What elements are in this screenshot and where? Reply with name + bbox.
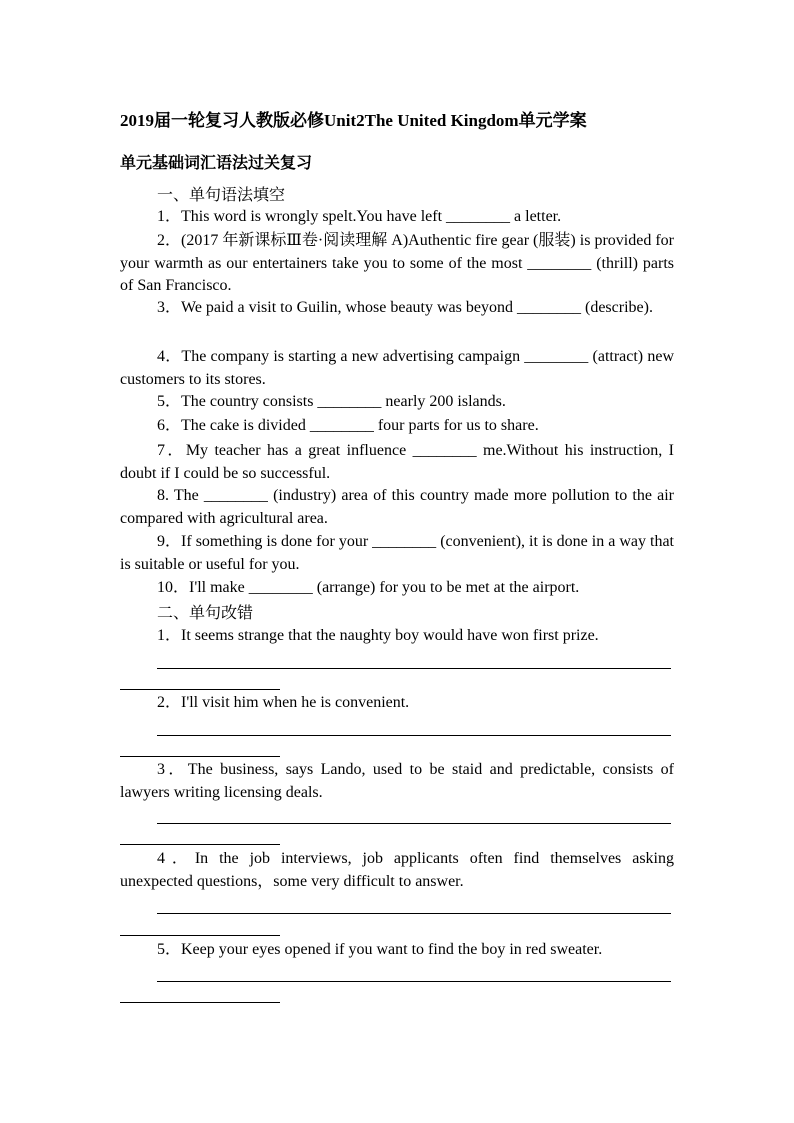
section1-item-4: 4．The company is starting a new advertising campaign ________ (attract) new customers to its stores. (120, 348, 674, 388)
section1-item-1: 1．This word is wrongly spelt.You have left ________ a letter. (157, 208, 562, 225)
section2-item-4: 4．In the job interviews, job applicants often find themselves asking unexpected questions，some very difficult to answer. (120, 850, 674, 890)
section1-heading: 一、单句语法填空 (157, 187, 286, 204)
answer-line (157, 981, 671, 982)
answer-line (157, 668, 671, 669)
answer-line (120, 935, 280, 936)
section2-item-5: 5．Keep your eyes opened if you want to find the boy in red sweater. (157, 941, 603, 958)
answer-line (157, 735, 671, 736)
section1-item-7: 7．My teacher has a great influence ________ me.Without his instruction, I doubt if I could be so successful. (120, 442, 674, 482)
section1-item-8: 8. The ________ (industry) area of this country made more pollution to the air compared with agricultural area. (120, 487, 674, 527)
document-subtitle: 单元基础词汇语法过关复习 (120, 155, 313, 172)
document-title: 2019届一轮复习人教版必修Unit2The United Kingdom单元学案 (120, 111, 587, 130)
answer-line (157, 913, 671, 914)
answer-line (157, 823, 671, 824)
section1-item-3: 3．We paid a visit to Guilin, whose beauty was beyond ________ (describe). (157, 299, 653, 316)
section1-item-5: 5．The country consists ________ nearly 200 islands. (157, 393, 506, 410)
answer-line (120, 756, 280, 757)
section1-item-6: 6．The cake is divided ________ four parts for us to share. (157, 417, 539, 434)
section2-item-3: 3．The business, says Lando, used to be staid and predictable, consists of lawyers writing licensing deals. (120, 761, 674, 801)
section2-item-2: 2．I'll visit him when he is convenient. (157, 694, 410, 711)
answer-line (120, 689, 280, 690)
section1-item-2: 2．(2017 年新课标Ⅲ卷·阅读理解 A)Authentic fire gear (服装) is provided for your warmth as our entertainers take you to some of the most ________ (thrill) parts of San Francisco. (120, 232, 674, 294)
answer-line (120, 844, 280, 845)
section1-item-10: 10．I'll make ________ (arrange) for you to be met at the airport. (157, 579, 580, 596)
section2-item-1: 1．It seems strange that the naughty boy would have won first prize. (157, 627, 599, 644)
answer-line (120, 1002, 280, 1003)
section2-heading: 二、单句改错 (157, 605, 254, 622)
section1-item-9: 9．If something is done for your ________ (convenient), it is done in a way that is suitable or useful for you. (120, 533, 674, 573)
